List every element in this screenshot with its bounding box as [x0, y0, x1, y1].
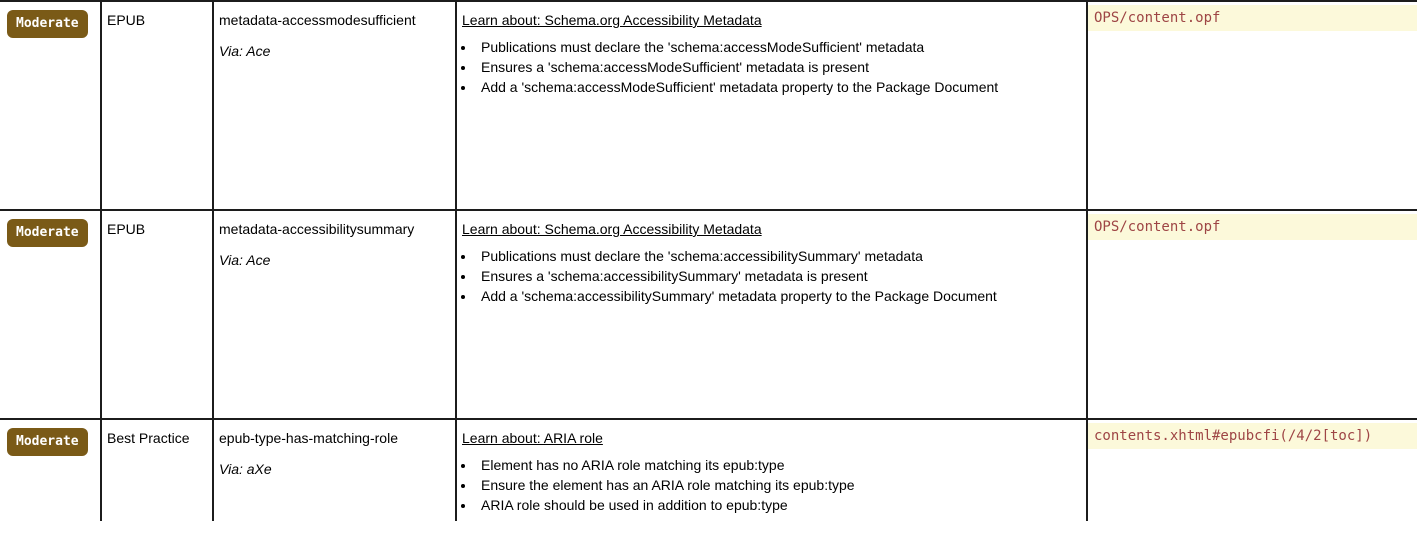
via-label: Via: Ace — [219, 252, 271, 268]
severity-cell — [0, 419, 101, 521]
violation-details-list — [462, 37, 1081, 97]
learn-about-link[interactable]: Learn about: Schema.org Accessibility Metadata — [462, 12, 762, 28]
location-cell — [1087, 1, 1417, 210]
location-cell — [1087, 419, 1417, 521]
category-label: EPUB — [107, 12, 146, 28]
violation-detail: • Ensures a 'schema:accessibilitySummary' metadata is present — [476, 266, 1081, 286]
category-cell — [101, 1, 213, 210]
violation-detail: • Add a 'schema:accessibilitySummary' metadata property to the Package Document — [476, 286, 1081, 306]
violation-row — [0, 419, 1417, 521]
violation-detail: • Publications must declare the 'schema:accessModeSufficient' metadata — [476, 37, 1081, 57]
rule-name: epub-type-has-matching-role — [219, 430, 398, 446]
violation-detail: • Ensure the element has an ARIA role matching its epub:type — [476, 475, 1081, 495]
rule-name: metadata-accessmodesufficient — [219, 12, 416, 28]
violation-row — [0, 1, 1417, 210]
file-location: contents.xhtml#epubcfi(/4/2[toc]) — [1088, 423, 1417, 449]
violation-details-list — [462, 455, 1081, 515]
via-label: Via: Ace — [219, 43, 271, 59]
category-label: Best Practice — [107, 430, 190, 446]
severity-badge: Moderate — [7, 219, 88, 247]
violation-detail: • Element has no ARIA role matching its epub:type — [476, 455, 1081, 475]
learn-about-link[interactable]: Learn about: Schema.org Accessibility Metadata — [462, 221, 762, 237]
violation-detail: • Ensures a 'schema:accessModeSufficient' metadata is present — [476, 57, 1081, 77]
violation-row — [0, 210, 1417, 419]
location-cell — [1087, 210, 1417, 419]
violation-detail: • ARIA role should be used in addition to epub:type — [476, 495, 1081, 515]
details-cell — [456, 1, 1087, 210]
severity-cell — [0, 1, 101, 210]
severity-cell — [0, 210, 101, 419]
rule-name: metadata-accessibilitysummary — [219, 221, 415, 237]
learn-about-link[interactable]: Learn about: ARIA role — [462, 430, 603, 446]
category-cell — [101, 210, 213, 419]
rule-cell — [213, 210, 456, 419]
details-cell — [456, 210, 1087, 419]
rule-cell — [213, 419, 456, 521]
violation-detail: • Add a 'schema:accessModeSufficient' metadata property to the Package Document — [476, 77, 1081, 97]
category-cell — [101, 419, 213, 521]
violation-detail: • Publications must declare the 'schema:accessibilitySummary' metadata — [476, 246, 1081, 266]
category-label: EPUB — [107, 221, 146, 237]
severity-badge: Moderate — [7, 10, 88, 38]
file-location: OPS/content.opf — [1088, 5, 1417, 31]
violation-details-list — [462, 246, 1081, 306]
details-cell — [456, 419, 1087, 521]
file-location: OPS/content.opf — [1088, 214, 1417, 240]
severity-badge: Moderate — [7, 428, 88, 456]
rule-cell — [213, 1, 456, 210]
via-label: Via: aXe — [219, 461, 272, 477]
